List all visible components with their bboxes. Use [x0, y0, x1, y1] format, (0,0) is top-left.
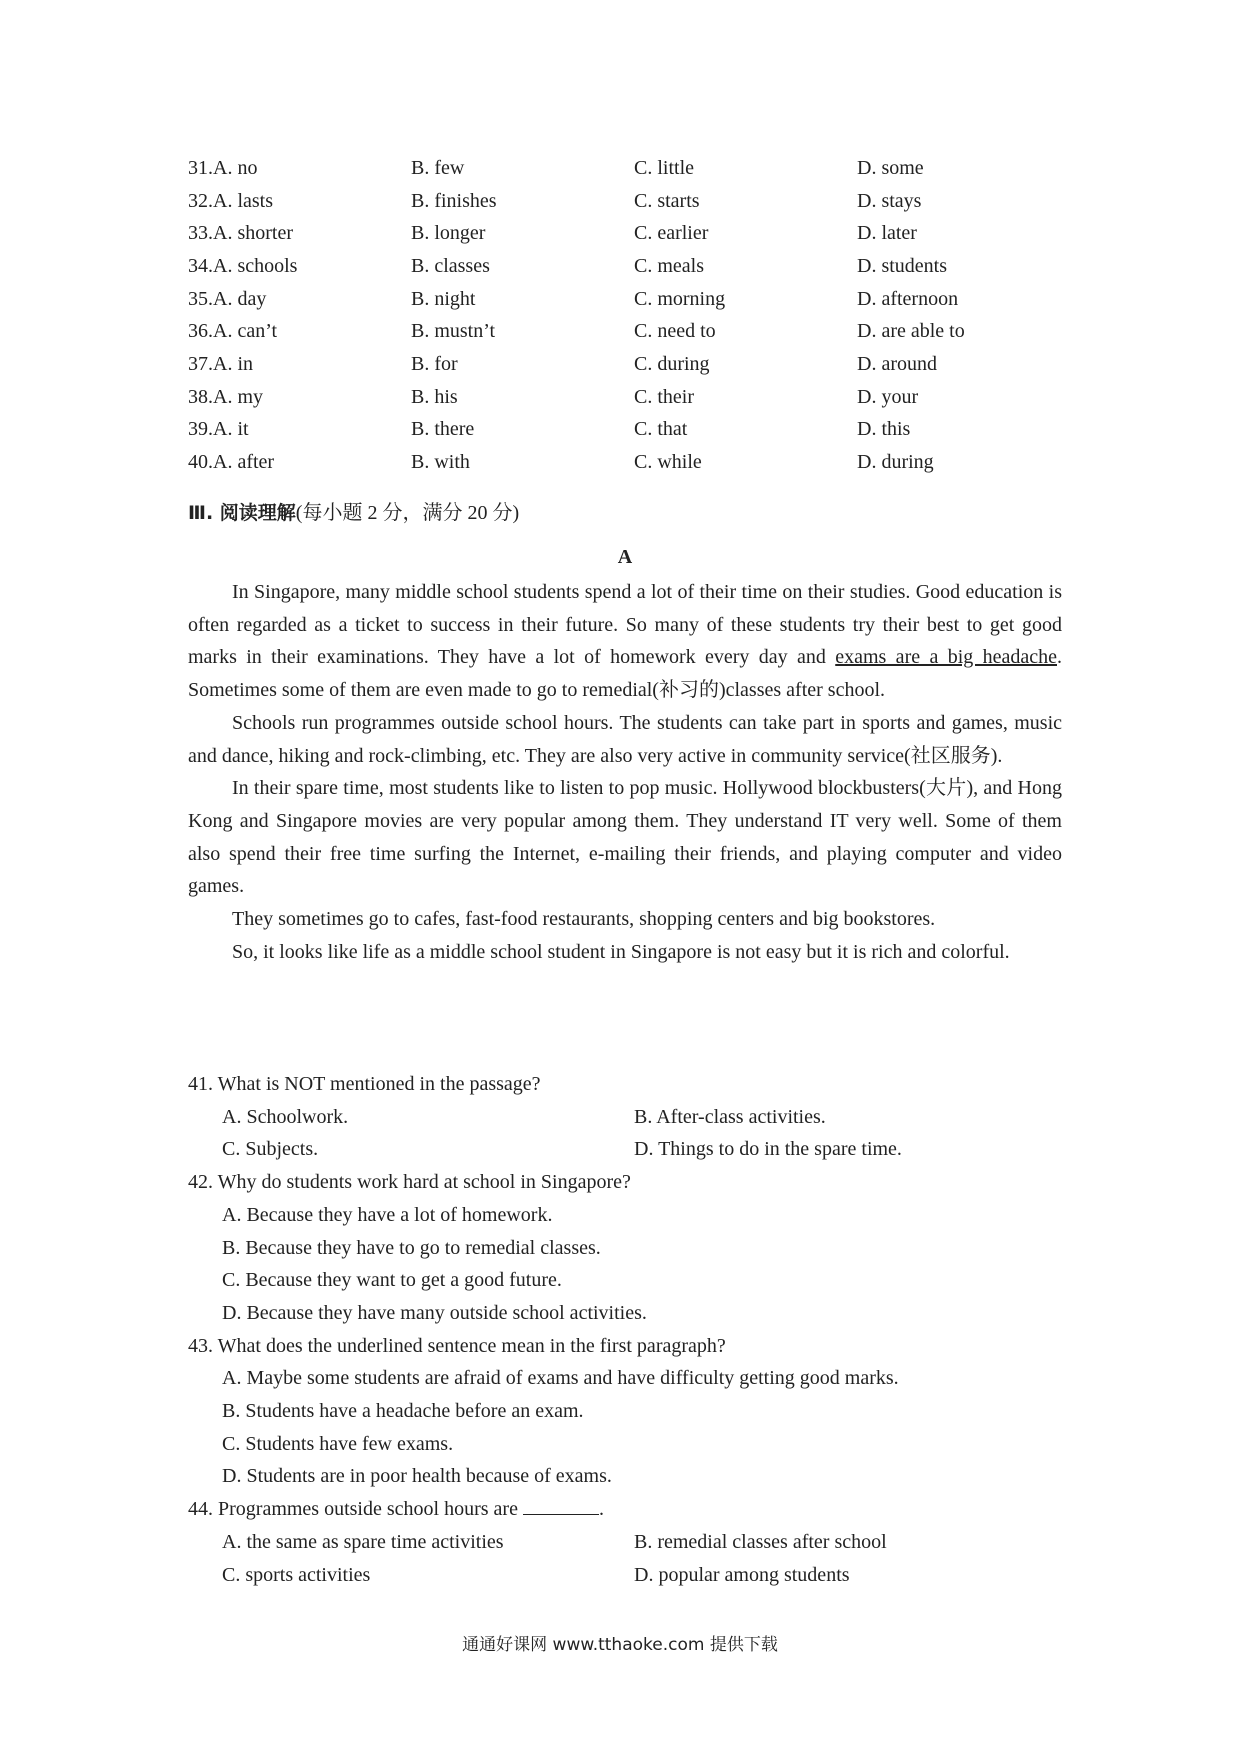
cloze-row — [188, 414, 1062, 447]
question-number: 39. — [188, 418, 213, 441]
question-number: 40. — [188, 451, 213, 474]
option-b: B. remedial classes after school — [634, 1530, 887, 1553]
option-b: B. Because they have to go to remedial classes. — [222, 1236, 601, 1259]
option-d: D. some — [857, 156, 924, 179]
question-stem: 43. What does the underlined sentence mean in the first paragraph? — [188, 1334, 726, 1357]
option-d: D. your — [857, 385, 919, 408]
question-number: 32. — [188, 189, 213, 212]
option-a: A. lasts — [213, 189, 273, 212]
option-d: D. stays — [857, 189, 922, 212]
option-row — [188, 1559, 1062, 1592]
option-d: D. afternoon — [857, 287, 959, 310]
passage-label: A — [617, 546, 633, 568]
paragraph: So, it looks like life as a middle school student in Singapore is not easy but it is rich and colorful. — [232, 940, 1010, 963]
cloze-options-table — [188, 152, 1062, 479]
cloze-row — [188, 283, 1062, 316]
cloze-row — [188, 152, 1062, 185]
paragraph: They sometimes go to cafes, fast-food restaurants, shopping centers and big bookstores. — [232, 908, 936, 931]
option-d: D. students — [857, 254, 947, 277]
option-a: A. schools — [213, 254, 298, 277]
option-b: B. night — [411, 287, 476, 310]
question-stem: 44. Programmes outside school hours are . — [188, 1498, 604, 1521]
option-a: A. after — [213, 451, 275, 474]
option-c: C. that — [634, 418, 688, 441]
option-row — [188, 1526, 1062, 1559]
question-number: 31. — [188, 156, 213, 179]
option-b: B. there — [411, 418, 475, 441]
underlined-sentence: exams are a big headache — [835, 646, 1057, 669]
question-stem: 42. Why do students work hard at school in Singapore? — [188, 1171, 631, 1194]
cloze-row — [188, 217, 1062, 250]
option-a: A. Schoolwork. — [222, 1105, 349, 1128]
cloze-row — [188, 185, 1062, 218]
option-d: D. popular among students — [634, 1563, 850, 1586]
option-a: A. Maybe some students are afraid of exams and have difficulty getting good marks. — [222, 1367, 899, 1390]
option-a: A. the same as spare time activities — [222, 1530, 504, 1553]
option-a: A. can’t — [213, 320, 278, 343]
question-number: 35. — [188, 287, 213, 310]
option-c: C. Students have few exams. — [222, 1432, 454, 1455]
paragraph: In Singapore, many middle school students spend a lot of their time on their studies. Good education is often regarded as a ticket to success in their future. So many of these students try their best to get good marks in their examinations. They have a lot of homework every day and exams are a big headache. Sometimes some of them are even made to go to remedial(补习的)classes after school. — [188, 581, 1062, 702]
option-b: B. his — [411, 385, 458, 408]
option-a: A. it — [213, 418, 249, 441]
option-a: A. Because they have a lot of homework. — [222, 1203, 553, 1226]
option-c: C. need to — [634, 320, 716, 343]
option-c: C. Subjects. — [222, 1138, 319, 1161]
question-number: 34. — [188, 254, 213, 277]
option-a: A. shorter — [213, 222, 293, 245]
option-c: C. during — [634, 352, 710, 375]
option-b: B. few — [411, 156, 465, 179]
option-d: D. Things to do in the spare time. — [634, 1138, 902, 1161]
option-a: A. day — [213, 287, 267, 310]
option-row — [188, 1133, 1062, 1166]
option-d: D. during — [857, 451, 934, 474]
section-heading — [188, 496, 519, 525]
option-a: A. in — [213, 352, 253, 375]
paragraph: Schools run programmes outside school hours. The students can take part in sports and games, music and dance, hiking and rock-climbing, etc. They are also very active in community service(社区服务). — [188, 711, 1062, 767]
option-b: B. finishes — [411, 189, 497, 212]
option-b: B. with — [411, 451, 470, 474]
option-c: C. starts — [634, 189, 700, 212]
cloze-row — [188, 315, 1062, 348]
cloze-row — [188, 250, 1062, 283]
question-number: 37. — [188, 352, 213, 375]
question-list — [188, 1068, 1062, 1591]
option-c: C. meals — [634, 254, 704, 277]
option-c: C. little — [634, 156, 694, 179]
option-c: C. while — [634, 451, 702, 474]
option-b: B. mustn’t — [411, 320, 496, 343]
question-number: 38. — [188, 385, 213, 408]
option-d: D. later — [857, 222, 917, 245]
option-a: A. my — [213, 385, 263, 408]
option-b: B. longer — [411, 222, 486, 245]
section-note: (每小题 2 分，满分 20 分) — [295, 502, 520, 524]
page-footer: 通通好课网 www.tthaoke.com 提供下载 — [462, 1635, 778, 1655]
option-d: D. are able to — [857, 320, 965, 343]
option-d: D. Because they have many outside school activities. — [222, 1301, 647, 1324]
cloze-row — [188, 348, 1062, 381]
option-c: C. Because they want to get a good future. — [222, 1269, 562, 1292]
answer-blank — [523, 1498, 599, 1515]
option-b: B. Students have a headache before an exam. — [222, 1400, 584, 1423]
section-title: Ⅲ. 阅读理解 — [188, 502, 296, 524]
option-c: C. their — [634, 385, 694, 408]
option-d: D. this — [857, 418, 911, 441]
paragraph: In their spare time, most students like to listen to pop music. Hollywood blockbusters(大片), and Hong Kong and Singapore movies are very popular among them. They understand IT very well. Some of them also spend their free time surfing the Internet, e-mailing their friends, and playing computer and video games. — [188, 777, 1062, 898]
option-c: C. sports activities — [222, 1563, 371, 1586]
cloze-row — [188, 446, 1062, 479]
option-d: D. Students are in poor health because of exams. — [222, 1465, 612, 1488]
option-c: C. morning — [634, 287, 726, 310]
question-number: 36. — [188, 320, 213, 343]
cloze-row — [188, 381, 1062, 414]
question-stem: 41. What is NOT mentioned in the passage? — [188, 1073, 541, 1095]
option-b: B. classes — [411, 254, 490, 277]
question-number: 33. — [188, 222, 213, 245]
option-row — [188, 1101, 1062, 1134]
option-c: C. earlier — [634, 222, 709, 245]
option-a: A. no — [213, 156, 258, 179]
option-b: B. for — [411, 352, 458, 375]
option-b: B. After-class activities. — [634, 1105, 826, 1128]
option-d: D. around — [857, 352, 937, 375]
reading-passage — [188, 576, 1062, 968]
